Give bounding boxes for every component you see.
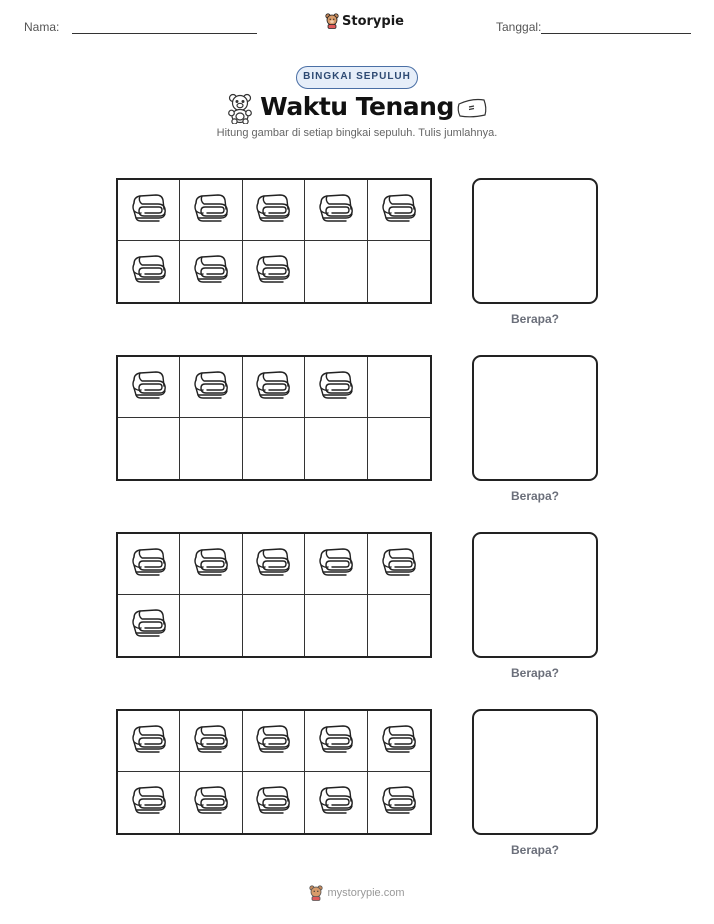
answer-box[interactable] <box>472 178 598 304</box>
header <box>0 0 714 50</box>
footer-url: mystorypie.com <box>327 887 405 899</box>
footer <box>0 885 714 901</box>
ten-frame-cell <box>243 772 305 833</box>
brand-name: Storypie <box>342 13 404 29</box>
ten-frame-cell <box>180 534 242 595</box>
ten-frame-cell <box>243 595 305 656</box>
folded-blanket-icon <box>252 368 294 407</box>
answer-label: Berapa? <box>510 843 560 857</box>
ten-frame-cell <box>180 711 242 772</box>
ten-frame-cell <box>180 595 242 656</box>
folded-blanket-icon <box>378 722 420 761</box>
ten-frame-cell <box>368 772 430 833</box>
name-label: Nama: <box>24 20 60 34</box>
ten-frame-cell <box>118 772 180 833</box>
ten-frame-cell <box>305 534 367 595</box>
folded-blanket-icon <box>252 191 294 230</box>
ten-frame-cell <box>368 180 430 241</box>
folded-blanket-icon <box>128 191 170 230</box>
ten-frame-cell <box>368 595 430 656</box>
pillow-icon <box>456 96 488 120</box>
category-badge: BINGKAI SEPULUH <box>296 66 418 89</box>
ten-frame-cell <box>305 595 367 656</box>
folded-blanket-icon <box>252 545 294 584</box>
ten-frame-cell <box>368 418 430 479</box>
folded-blanket-icon <box>252 783 294 822</box>
ten-frame-cell <box>118 418 180 479</box>
answer-label: Berapa? <box>510 312 560 326</box>
ten-frame-cell <box>305 357 367 418</box>
ten-frame-cell <box>243 357 305 418</box>
ten-frame-cell <box>243 241 305 302</box>
ten-frame <box>116 178 432 304</box>
ten-frame-cell <box>368 534 430 595</box>
ten-frame-cell <box>243 711 305 772</box>
ten-frame-cell <box>118 595 180 656</box>
ten-frame-cell <box>305 772 367 833</box>
date-label: Tanggal: <box>496 20 542 34</box>
folded-blanket-icon <box>128 252 170 291</box>
folded-blanket-icon <box>252 252 294 291</box>
folded-blanket-icon <box>128 606 170 645</box>
name-field-line[interactable] <box>72 33 257 34</box>
folded-blanket-icon <box>378 191 420 230</box>
ten-frame-cell <box>368 357 430 418</box>
folded-blanket-icon <box>128 722 170 761</box>
ten-frame <box>116 709 432 835</box>
bear-mascot-icon <box>309 885 323 901</box>
folded-blanket-icon <box>128 545 170 584</box>
ten-frame <box>116 532 432 658</box>
folded-blanket-icon <box>315 783 357 822</box>
ten-frame-cell <box>243 534 305 595</box>
folded-blanket-icon <box>315 722 357 761</box>
date-field-line[interactable] <box>541 33 691 34</box>
ten-frame-cell <box>180 241 242 302</box>
answer-label: Berapa? <box>510 489 560 503</box>
ten-frame-cell <box>368 241 430 302</box>
brand-logo <box>325 13 404 29</box>
folded-blanket-icon <box>190 783 232 822</box>
ten-frame-cell <box>305 180 367 241</box>
ten-frame-cell <box>118 534 180 595</box>
ten-frame <box>116 355 432 481</box>
bear-mascot-icon <box>325 13 339 29</box>
folded-blanket-icon <box>378 545 420 584</box>
ten-frame-cell <box>305 418 367 479</box>
folded-blanket-icon <box>252 722 294 761</box>
ten-frame-cell <box>243 180 305 241</box>
ten-frame-cell <box>180 772 242 833</box>
ten-frame-cell <box>118 357 180 418</box>
folded-blanket-icon <box>190 191 232 230</box>
title-row <box>0 92 714 126</box>
folded-blanket-icon <box>190 368 232 407</box>
page-title: Waktu Tenang <box>260 92 454 121</box>
ten-frame-cell <box>243 418 305 479</box>
ten-frame-cell <box>180 418 242 479</box>
folded-blanket-icon <box>128 368 170 407</box>
ten-frame-cell <box>118 711 180 772</box>
folded-blanket-icon <box>190 545 232 584</box>
ten-frame-cell <box>305 711 367 772</box>
answer-box[interactable] <box>472 355 598 481</box>
ten-frame-cell <box>180 357 242 418</box>
answer-box[interactable] <box>472 709 598 835</box>
folded-blanket-icon <box>315 368 357 407</box>
answer-label: Berapa? <box>510 666 560 680</box>
folded-blanket-icon <box>190 722 232 761</box>
ten-frame-cell <box>118 241 180 302</box>
instructions: Hitung gambar di setiap bingkai sepuluh. Tulis jumlahnya. <box>216 127 498 139</box>
answer-box[interactable] <box>472 532 598 658</box>
folded-blanket-icon <box>315 545 357 584</box>
ten-frame-cell <box>305 241 367 302</box>
folded-blanket-icon <box>190 252 232 291</box>
folded-blanket-icon <box>128 783 170 822</box>
ten-frame-cell <box>118 180 180 241</box>
folded-blanket-icon <box>378 783 420 822</box>
folded-blanket-icon <box>315 191 357 230</box>
ten-frame-cell <box>180 180 242 241</box>
ten-frame-cell <box>368 711 430 772</box>
